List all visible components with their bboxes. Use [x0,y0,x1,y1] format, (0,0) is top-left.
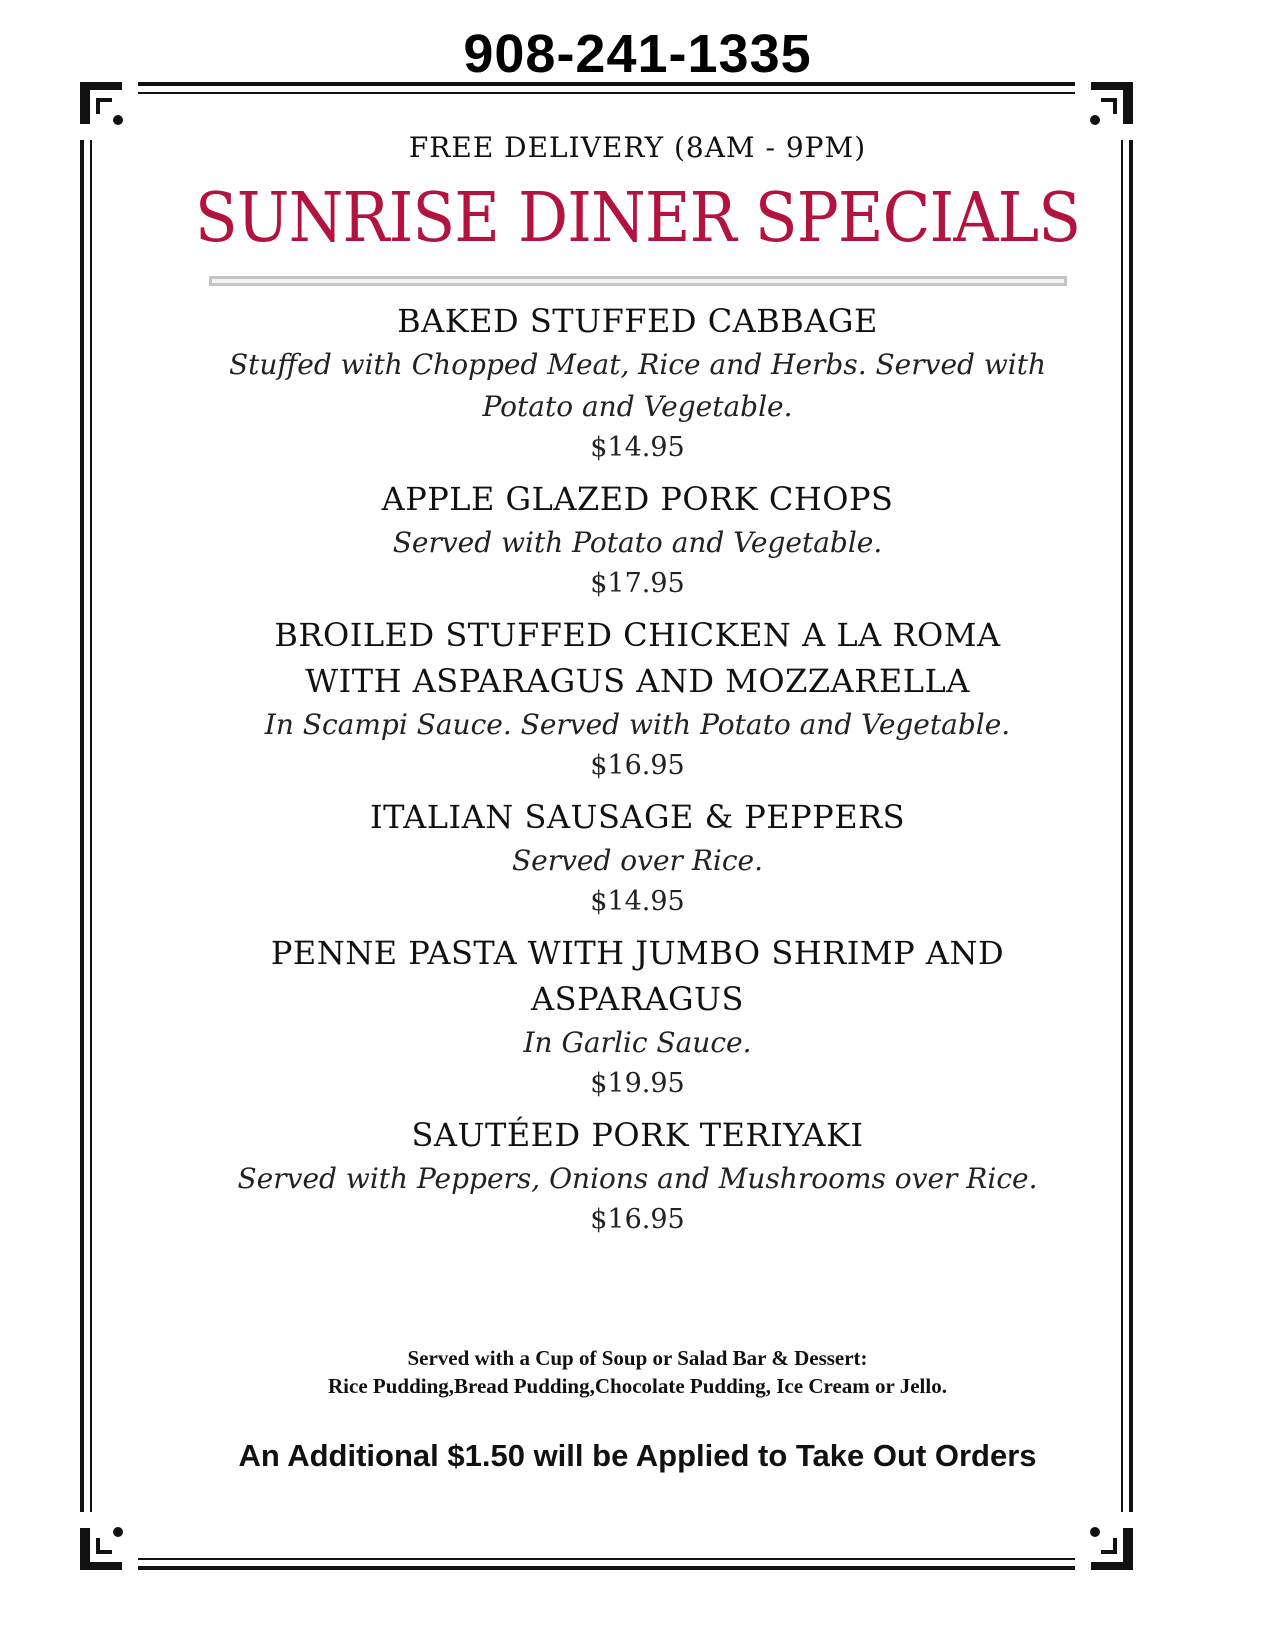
item-name: ITALIAN SAUSAGE & PEPPERS [369,798,906,836]
item-description: Served over Rice. [511,844,764,877]
item-name: BAKED STUFFED CABBAGE [397,302,878,340]
menu-item [140,476,1135,604]
menu-item [140,930,1135,1104]
item-description: Served with Potato and Vegetable. [392,526,883,559]
item-name: SAUTÉED PORK TERIYAKI [411,1116,864,1154]
item-description: In Scampi Sauce. Served with Potato and Vegetable. [264,708,1011,741]
item-description: Served with Peppers, Onions and Mushrooms over Rice. [237,1162,1038,1195]
sides-note-line1: Served with a Cup of Soup or Salad Bar & Dessert: [407,1346,868,1370]
title-divider [209,276,1067,286]
item-price: $19.95 [590,1068,685,1099]
item-price: $14.95 [590,886,685,917]
menu-item [140,794,1135,922]
menu-content [140,128,1135,1248]
menu-item [140,298,1135,468]
takeout-surcharge: An Additional $1.50 will be Applied to Take Out Orders [238,1438,1037,1473]
menu-title: SUNRISE DINER SPECIALS [194,179,1081,258]
item-price: $16.95 [590,750,685,781]
sides-note-line2: Rice Pudding,Bread Pudding,Chocolate Pudding, Ice Cream or Jello. [328,1374,947,1398]
sides-note [140,1344,1135,1400]
item-price: $14.95 [590,432,685,463]
corner-ornament-icon [78,1512,138,1572]
phone-number: 908-241-1335 [463,24,812,84]
delivery-hours: FREE DELIVERY (8AM - 9PM) [408,131,867,164]
item-description: In Garlic Sauce. [523,1026,752,1059]
item-name: APPLE GLAZED PORK CHOPS [381,480,894,518]
item-description: Stuffed with Chopped Meat, Rice and Herbs. Served with Potato and Vegetable. [228,348,1047,423]
menu-item [140,1112,1135,1240]
corner-ornament-icon [78,80,138,140]
item-price: $17.95 [590,568,685,599]
item-name: PENNE PASTA WITH JUMBO SHRIMP AND ASPARAGUS [270,934,1005,1018]
item-price: $16.95 [590,1204,685,1235]
item-name: BROILED STUFFED CHICKEN A LA ROMA WITH ASPARAGUS AND MOZZARELLA [274,616,1001,700]
corner-ornament-icon [1075,1512,1135,1572]
specials-list [140,298,1135,1240]
menu-item [140,612,1135,786]
